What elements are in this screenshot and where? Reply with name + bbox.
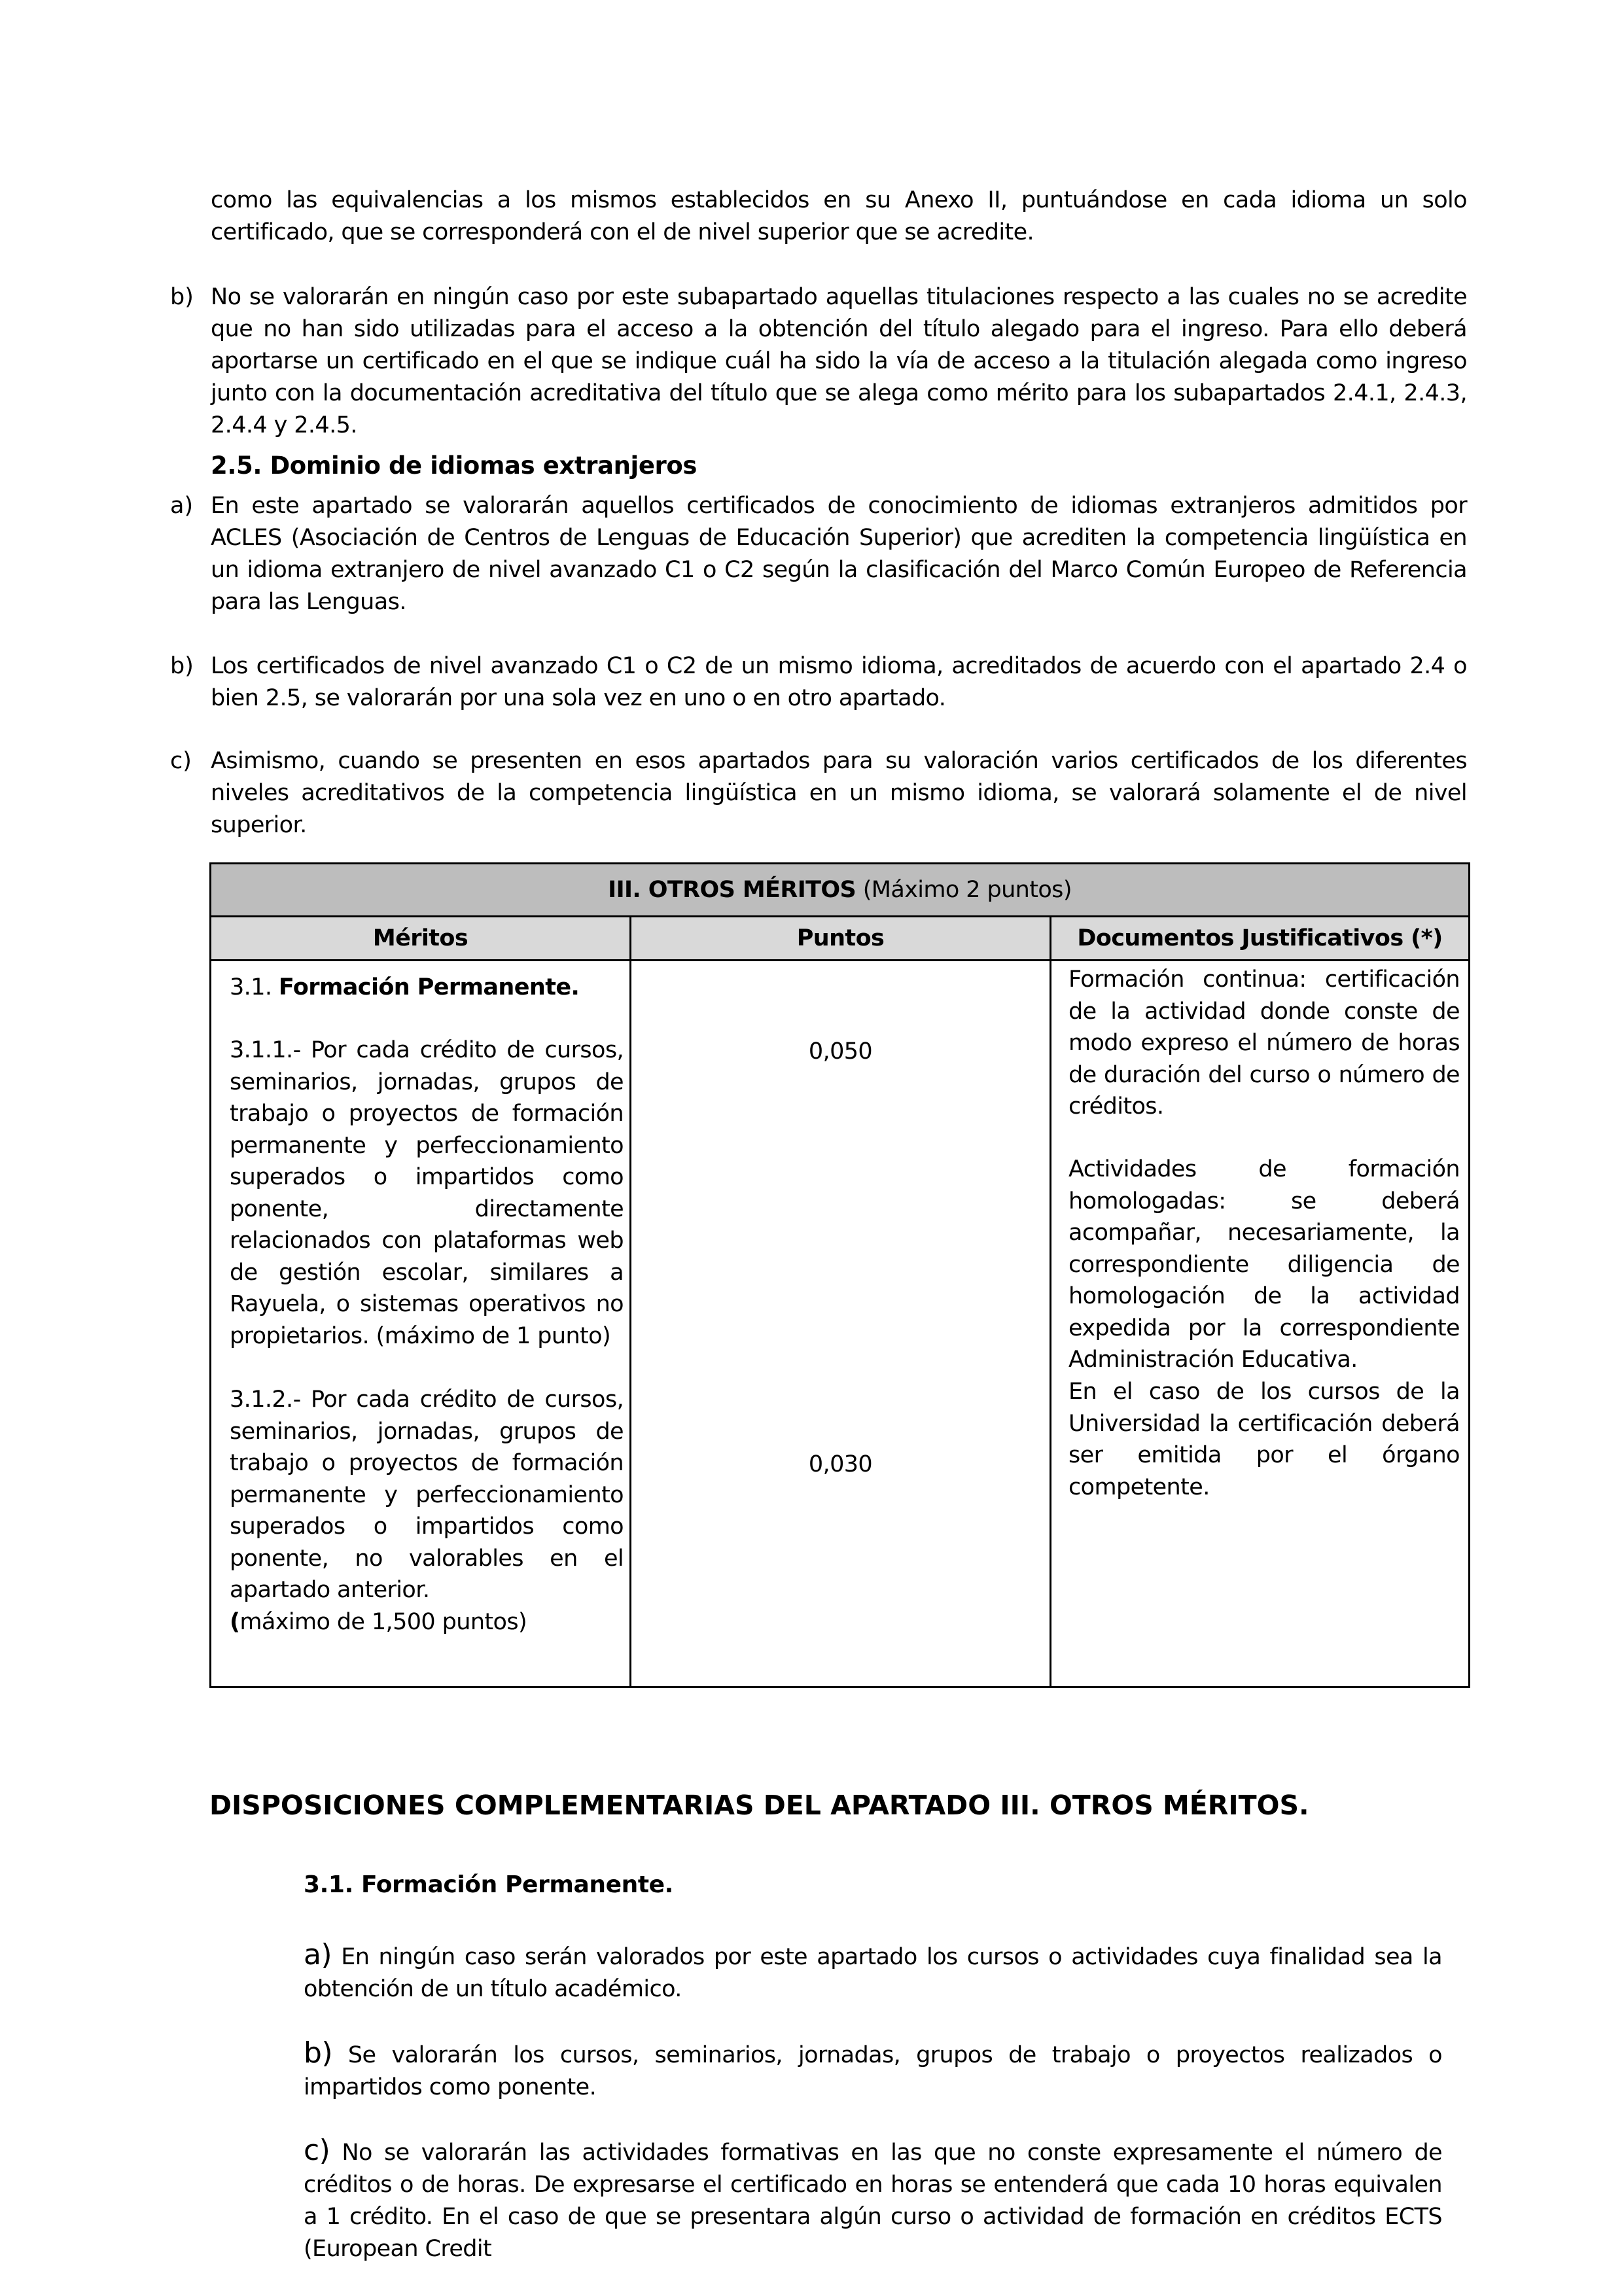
merit-3-1-2: [230, 1384, 624, 1638]
disposition-c-text: No se valorarán las actividades formativas en las que no conste expresamente el número de créditos o de horas. De expresarse el certificado en horas se entenderá que cada 10 horas equivalen a 1 crédito. En el caso de que se presentara algún curso o actividad de formación en créditos ECTS (European Credit: [304, 2140, 1442, 2262]
disposition-a-label: a): [304, 1938, 332, 1971]
disposition-b-text: Se valorarán los cursos, seminarios, jornadas, grupos de trabajo o proyectos realizados o impartidos como ponente.: [304, 2042, 1442, 2100]
section-heading-2-5: 2.5. Dominio de idiomas extranjeros: [211, 451, 697, 480]
disposition-b: [304, 2037, 1442, 2104]
disposition-b-label: b): [304, 2036, 332, 2070]
merit-3-1-2-text: 3.1.2.- Por cada crédito de cursos, seminarios, jornadas, grupos de trabajo o proyectos de formación permanente y perfeccionamiento superados o impartidos como ponente, no valorables en el apartado anterior.: [230, 1386, 624, 1603]
meritos-cell: [211, 961, 631, 1687]
section25-a-paragraph: En este apartado se valorarán aquellos certificados de conocimiento de idiomas extranjeros admitidos por ACLES (Asociación de Centros de Lenguas de Educación Superior) que acrediten la competencia lingüística en un idioma extranjero de nivel avanzado C1 o C2 según la clasificación del Marco Común Europeo de Referencia para las Lenguas.: [211, 493, 1467, 615]
doc-formacion-continua: Formación continua: certificación de la actividad donde conste de modo expreso el número de horas de duración del curso o número de créditos.: [1068, 966, 1460, 1120]
merit-heading-number: 3.1.: [230, 974, 279, 1000]
section25-b-paragraph: Los certificados de nivel avanzado C1 o C2 de un mismo idioma, acreditados de acuerdo con el apartado 2.4 o bien 2.5, se valorarán por una sola vez en uno o en otro apartado.: [211, 653, 1467, 711]
intro-paragraph: como las equivalencias a los mismos establecidos en su Anexo II, puntuándose en cada idioma un solo certificado, que se corresponderá con el de nivel superior que se acredite.: [211, 187, 1467, 245]
merit-3-1-1: 3.1.1.- Por cada crédito de cursos, seminarios, jornadas, grupos de trabajo o proyectos de formación permanente y perfeccionamiento superados o impartidos como ponente, directamente relacionados con plataformas web de gestión escolar, similares a Rayuela, o sistemas operativos no propietarios. (máximo de 1 punto): [230, 1037, 624, 1349]
merit-3-1-2-paren: (: [230, 1608, 240, 1635]
disposition-c: [304, 2134, 1442, 2265]
item-label-b: b): [170, 653, 194, 679]
section24-b-paragraph: No se valorarán en ningún caso por este subapartado aquellas titulaciones respecto a las cuales no se acredite que no han sido utilizadas para el acceso a la obtención del título alegado para el ingreso. Para ello deberá aportarse un certificado en el que se indique cuál ha sido la vía de acceso a la titulación alegada como ingreso junto con la documentación acreditativa del título que se alega como mérito para los subapartados 2.4.1, 2.4.3, 2.4.4 y 2.4.5.: [211, 284, 1467, 438]
table-title-rest: (Máximo 2 puntos): [856, 877, 1072, 903]
column-header-documentos: Documentos Justificativos (*): [1051, 917, 1470, 961]
item-label-a: a): [170, 493, 194, 519]
puntos-cell: [631, 961, 1051, 1687]
points-3-1-2: 0,030: [808, 1451, 873, 1477]
disposition-a: [304, 1939, 1442, 2005]
points-3-1-1: 0,050: [808, 1038, 873, 1065]
otros-meritos-table: [209, 862, 1470, 1688]
disposition-c-label: c): [304, 2134, 330, 2167]
merit-heading-title: Formación Permanente.: [278, 974, 580, 1000]
table-title-bold: III. OTROS MÉRITOS: [608, 877, 856, 903]
item-label-c: c): [170, 748, 192, 774]
column-header-puntos: Puntos: [631, 917, 1051, 961]
section25-c-paragraph: Asimismo, cuando se presenten en esos apartados para su valoración varios certificados de los diferentes niveles acreditativos de la competencia lingüística en un mismo idioma, se valorará solamente el de nivel superior.: [211, 748, 1467, 838]
documentos-cell: [1051, 961, 1470, 1687]
dispositions-subtitle: 3.1. Formación Permanente.: [304, 1871, 673, 1898]
disposition-a-text: En ningún caso serán valorados por este apartado los cursos o actividades cuya finalidad sea la obtención de un título académico.: [304, 1944, 1442, 2002]
item-label-b: b): [170, 284, 194, 310]
table-title: [211, 864, 1470, 917]
doc-actividades-homologadas: Actividades de formación homologadas: se deberá acompañar, necesariamente, la correspondiente diligencia de homologación de la actividad expedida por la correspondiente Administración Educativa.: [1068, 1156, 1460, 1373]
merit-heading: [230, 972, 622, 1004]
column-header-meritos: Méritos: [211, 917, 631, 961]
merit-3-1-2-max: máximo de 1,500 puntos): [239, 1608, 527, 1635]
doc-cursos-universidad: En el caso de los cursos de la Universidad la certificación deberá ser emitida por el órgano competente.: [1068, 1379, 1460, 1500]
dispositions-title: DISPOSICIONES COMPLEMENTARIAS DEL APARTADO III. OTROS MÉRITOS.: [209, 1790, 1309, 1821]
